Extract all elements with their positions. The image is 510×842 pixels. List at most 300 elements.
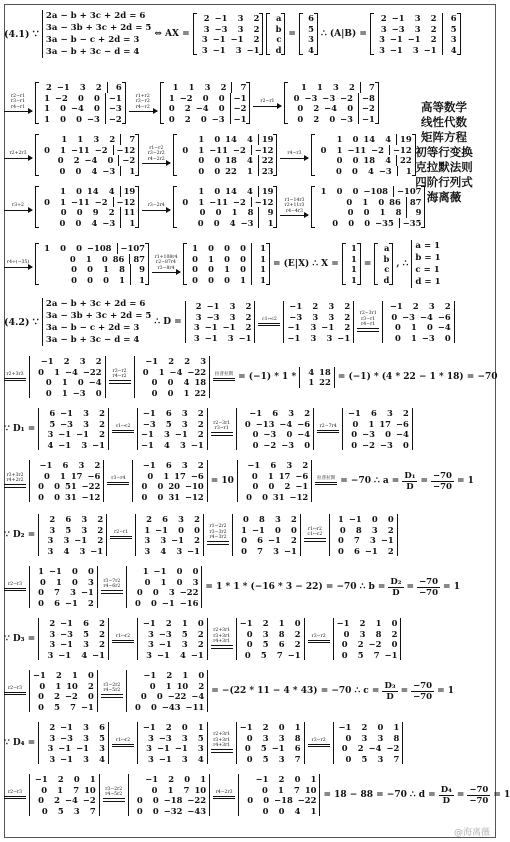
matrix-entry: 4 xyxy=(197,753,204,764)
math-text: = xyxy=(363,259,372,269)
matrix-entry: 2 xyxy=(313,103,320,113)
matrix-entry: 3 xyxy=(275,514,281,524)
matrix-entry: 0 xyxy=(246,491,252,502)
matrix-entry: 0 xyxy=(348,217,355,228)
matrix-entry: −43 xyxy=(187,805,207,816)
matrix-row xyxy=(177,166,273,177)
matrix-entry: 2 xyxy=(412,301,419,311)
row-op-arrow: r1+108r4 r2−87r4 r3−8r4 xyxy=(152,255,180,273)
matrix-step xyxy=(35,82,126,124)
matrix-entry: 0 xyxy=(244,649,251,660)
matrix-row xyxy=(337,743,400,754)
math-text: = xyxy=(400,686,409,696)
matrix-row xyxy=(241,481,308,492)
matrix-row xyxy=(136,492,203,503)
row-op-arrow: r2−r1 r3−r1 r4−r1 xyxy=(4,94,32,112)
matrix-entry: 6 xyxy=(65,514,72,524)
matrix-row xyxy=(177,197,273,208)
matrix-entry: 8 xyxy=(375,628,382,639)
matrix-entry: d xyxy=(275,44,282,55)
matrix-entry: 0 xyxy=(391,311,398,322)
operation-label: r2−3r1 r3−r1 r4−r1 xyxy=(357,311,379,332)
matrix-entry: D₄ xyxy=(440,784,452,795)
matrix-row xyxy=(177,145,273,156)
matrix-entry: 6 xyxy=(294,743,301,753)
matrix-entry: 5 xyxy=(83,628,89,639)
problem-label: (4.1) xyxy=(4,28,30,40)
determinant xyxy=(236,618,305,660)
matrix-entry: 5 xyxy=(260,649,267,660)
matrix-entry: 17 xyxy=(278,470,291,481)
matrix-entry: 0 xyxy=(60,113,66,124)
augmented-matrix xyxy=(370,13,461,55)
matrix-entry: −2 xyxy=(179,92,193,103)
matrix-entry: −1 xyxy=(190,439,204,450)
math-text: ∵ D₄ = xyxy=(4,738,36,748)
matrix-entry: 3 xyxy=(328,301,335,311)
matrix-entry: 3 xyxy=(144,535,151,545)
matrix-entry: 4 xyxy=(385,134,392,144)
matrix-entry: 0 xyxy=(40,576,46,587)
matrix-entry: 0 xyxy=(147,470,154,481)
matrix-entry: 3 xyxy=(201,44,208,55)
matrix-entry: 22 xyxy=(194,387,207,398)
matrix-entry: 8 xyxy=(278,628,285,639)
matrix-entry: 0 xyxy=(76,243,82,253)
operation-label: r2−r3 xyxy=(4,582,26,593)
row-op-arrow: r1−14r3 r2+11r3 r4−4r3 xyxy=(280,198,308,216)
matrix-row xyxy=(39,254,145,265)
matrix-entry: 1 xyxy=(119,274,125,285)
matrix-entry: 3 xyxy=(178,514,184,524)
matrix-entry: 0 xyxy=(103,274,109,285)
matrix-entry: 0 xyxy=(38,587,44,597)
matrix-entry: −3 xyxy=(102,165,116,176)
matrix-row xyxy=(333,514,394,525)
operation-label: 拉普拉斯 xyxy=(213,372,235,383)
matrix-entry: D xyxy=(392,587,400,598)
matrix-entry: −1 xyxy=(337,332,351,343)
matrix-row xyxy=(240,618,301,629)
matrix-row xyxy=(386,322,451,333)
matrix-row xyxy=(288,103,374,114)
matrix-entry: 1 xyxy=(167,784,174,795)
matrix-entry: 3 xyxy=(193,332,200,343)
matrix-entry: 5 xyxy=(197,732,204,743)
matrix-entry: D xyxy=(442,795,450,806)
matrix-row xyxy=(39,155,135,166)
matrix-entry: 2 xyxy=(294,639,301,649)
matrix-entry: 0 xyxy=(69,253,76,264)
matrix-entry: −11 xyxy=(209,196,228,207)
matrix-entry: 2 xyxy=(184,103,191,113)
row-d-expansion xyxy=(4,356,496,398)
matrix-entry: 1 xyxy=(251,243,266,254)
matrix-step xyxy=(35,186,139,228)
matrix-entry: 17 xyxy=(174,470,186,481)
matrix-entry: 0 xyxy=(77,377,84,387)
matrix-entry: 10 xyxy=(66,680,78,691)
matrix-row xyxy=(138,388,207,399)
fraction xyxy=(467,785,490,806)
matrix-entry: 0 xyxy=(192,566,199,576)
matrix-entry: 2 xyxy=(357,743,364,753)
matrix-entry: 2 xyxy=(166,670,173,680)
equation: 2a − b + 3c + 2d = 6 xyxy=(45,11,146,21)
matrix-entry: −70 xyxy=(469,784,489,795)
matrix-entry: 0 xyxy=(59,165,66,176)
fraction xyxy=(439,785,454,806)
matrix-row xyxy=(39,243,145,254)
matrix-entry: 0 xyxy=(278,805,285,816)
matrix-row xyxy=(303,24,314,35)
matrix-entry: 7 xyxy=(257,545,263,556)
matrix-entry: 1 xyxy=(44,113,50,124)
matrix-row xyxy=(303,13,314,24)
determinant xyxy=(135,514,204,556)
matrix-row xyxy=(236,535,297,546)
matrix-entry: 0 xyxy=(351,439,358,450)
matrix-entry: −4 xyxy=(437,322,451,332)
matrix-row xyxy=(132,806,206,817)
matrix-entry: 0 xyxy=(72,576,78,587)
matrix-entry: 5 xyxy=(361,753,368,764)
matrix-entry: −1 xyxy=(423,44,437,55)
matrix-entry: 3 xyxy=(47,535,54,545)
matrix-entry: 0 xyxy=(78,92,84,103)
matrix-row xyxy=(33,388,102,399)
matrix-entry: −2 xyxy=(105,114,122,125)
matrix-entry: 3 xyxy=(81,514,88,524)
matrix-entry: −1 xyxy=(143,670,157,680)
matrix-entry: 0 xyxy=(263,795,270,805)
matrix-entry: 10 xyxy=(194,784,207,795)
matrix-row xyxy=(236,546,297,557)
matrix-entry: 1 xyxy=(198,144,205,155)
matrix-entry: 1 xyxy=(251,254,266,265)
matrix-entry: 1 xyxy=(89,774,96,784)
matrix-entry: −1 xyxy=(34,774,48,784)
matrix-entry: 1 xyxy=(310,805,317,816)
matrix-row xyxy=(39,275,145,286)
matrix-entry: 14 xyxy=(225,186,237,196)
matrix-entry: −3 xyxy=(214,23,228,34)
matrix-row xyxy=(346,408,409,419)
matrix-entry: 3 xyxy=(47,649,54,660)
matrix-row xyxy=(42,618,105,629)
matrix-entry: −1 xyxy=(142,618,156,628)
matrix-entry: 1 xyxy=(224,264,230,274)
matrix-entry: 0 xyxy=(167,387,174,398)
matrix-entry: 0 xyxy=(294,618,301,628)
matrix-row xyxy=(287,322,350,333)
matrix-entry: −2 xyxy=(362,439,375,450)
matrix-entry: −1 xyxy=(336,618,350,628)
matrix-entry: 2 xyxy=(220,82,227,92)
matrix-entry: 0 xyxy=(208,264,214,274)
matrix-entry: 0 xyxy=(181,722,188,732)
matrix-entry: 18 xyxy=(194,377,207,387)
matrix-entry: 2 xyxy=(304,408,311,418)
matrix-entry: −1 xyxy=(239,618,253,628)
matrix-entry: 31 xyxy=(168,491,180,502)
matrix-row xyxy=(177,155,273,166)
determinant xyxy=(329,514,398,556)
matrix-entry: 0 xyxy=(252,429,259,439)
matrix-entry: 2 xyxy=(430,23,437,34)
matrix-entry: 0 xyxy=(224,243,230,253)
matrix-row xyxy=(177,134,273,145)
matrix-entry: 0 xyxy=(75,165,82,176)
matrix-entry: 0 xyxy=(152,587,159,597)
matrix-entry: 3 xyxy=(148,628,154,639)
matrix-entry: 2 xyxy=(54,691,60,701)
matrix-entry: 8 xyxy=(247,207,254,217)
matrix-entry: −1 xyxy=(174,743,188,753)
matrix-row xyxy=(346,275,357,286)
matrix-entry: −1 xyxy=(347,408,361,418)
matrix-entry: 31 xyxy=(65,491,77,502)
matrix-entry: −4 xyxy=(191,691,205,701)
matrix-entry: 2 xyxy=(184,113,191,124)
matrix-entry: 1 xyxy=(77,134,84,144)
determinant-d xyxy=(185,301,256,343)
math-text: ∴ b = xyxy=(359,582,386,592)
matrix-entry: 1 xyxy=(61,377,68,387)
matrix-row xyxy=(374,45,457,56)
matrix-entry: 3 xyxy=(200,356,207,366)
matrix-entry: 4 xyxy=(99,753,105,764)
matrix-entry: 3 xyxy=(83,408,89,418)
matrix-entry: 0 xyxy=(151,387,158,398)
matrix-entry: 5 xyxy=(308,23,314,34)
matrix-entry: −11 xyxy=(347,144,367,155)
matrix-entry: 0 xyxy=(182,196,189,207)
matrix-entry: 2 xyxy=(99,418,105,429)
matrix-entry: 0 xyxy=(378,196,385,207)
matrix-entry: 0 xyxy=(94,92,100,103)
matrix-entry: 0 xyxy=(95,387,102,398)
matrix-entry: −1 xyxy=(187,545,200,556)
matrix-entry: 0 xyxy=(214,134,221,144)
matrix-entry: 0 xyxy=(336,155,343,165)
matrix-entry: −1 xyxy=(230,93,247,104)
matrix-entry: 0 xyxy=(151,701,157,712)
matrix-entry: 0 xyxy=(142,366,149,377)
matrix-entry: −11 xyxy=(71,144,90,155)
problem-label: (4.2) xyxy=(4,316,30,328)
matrix-row xyxy=(42,429,105,440)
matrix-entry: 2 xyxy=(312,301,319,311)
matrix-entry: 0 xyxy=(38,691,44,701)
matrix-entry: 3 xyxy=(442,34,457,45)
matrix-entry: 2 xyxy=(99,628,105,639)
matrix-row xyxy=(164,82,247,93)
matrix-entry: 4 xyxy=(229,217,236,228)
matrix-entry: 0 xyxy=(208,243,214,253)
matrix-entry: −2 xyxy=(94,196,108,207)
matrix-entry: −4 xyxy=(420,311,433,322)
matrix-entry: 0 xyxy=(345,732,352,743)
matrix-entry: 4 xyxy=(246,134,253,144)
matrix-entry: −12 xyxy=(113,197,136,208)
math-text: = xyxy=(406,582,415,592)
matrix-entry: 2 xyxy=(168,356,175,366)
math-text: = 1 xyxy=(443,582,460,592)
row-op-arrow: r4−r3 xyxy=(280,151,308,158)
matrix-entry: 1 xyxy=(181,618,188,628)
matrix-row xyxy=(130,681,204,692)
matrix-entry: 2 xyxy=(49,618,56,628)
matrix-entry: −1 xyxy=(39,460,53,470)
matrix-entry: 0 xyxy=(41,805,48,816)
math-text: = xyxy=(456,790,465,800)
matrix-row xyxy=(130,670,204,681)
matrix-entry: 3 xyxy=(144,545,151,556)
matrix-entry: 0 xyxy=(377,722,384,732)
matrix-entry: 3 xyxy=(164,429,170,439)
matrix-entry: −107 xyxy=(117,243,146,254)
matrix-entry: 1 xyxy=(351,274,357,285)
matrix-entry: 3 xyxy=(412,44,419,55)
row-op-arrow: r3−2r4 xyxy=(142,203,170,210)
matrix-entry: −1 xyxy=(142,408,156,418)
row-reduction-1 xyxy=(4,82,496,124)
matrix-entry: 6 xyxy=(371,408,377,418)
matrix-entry: 5 xyxy=(262,753,269,764)
matrix-entry: 0 xyxy=(38,491,44,502)
matrix-entry: 1 xyxy=(60,196,66,207)
matrix-entry: 0 xyxy=(351,429,358,439)
matrix-entry: 0 xyxy=(261,784,268,795)
matrix-entry: c xyxy=(276,34,282,44)
matrix-entry: 87 xyxy=(406,197,422,208)
matrix-entry: 0 xyxy=(45,387,52,398)
matrix-row xyxy=(240,408,310,419)
matrix-entry: 2 xyxy=(291,514,297,524)
title-line: 高等数学 xyxy=(421,100,467,114)
matrix-entry: 22 xyxy=(258,155,274,166)
matrix-identity xyxy=(183,243,270,285)
matrix-entry: −12 xyxy=(251,145,274,156)
iff-text: ⇔ AX = xyxy=(154,29,190,39)
matrix-row xyxy=(141,408,204,419)
matrix-entry: 3 xyxy=(310,322,317,332)
matrix-entry: 0 xyxy=(168,113,175,124)
matrix-entry: 5 xyxy=(260,743,267,753)
matrix-entry: 3 xyxy=(81,439,88,450)
matrix-entry: 0 xyxy=(87,274,93,285)
matrix-entry: 8 xyxy=(259,514,265,524)
matrix-entry: −4 xyxy=(65,366,78,377)
matrix-entry: 0 xyxy=(240,253,246,264)
matrix-row xyxy=(337,639,398,650)
matrix-entry: 0 xyxy=(339,524,346,535)
matrix-entry: 1 xyxy=(351,243,357,253)
matrix-entry: 4 xyxy=(180,649,186,660)
matrix-entry: 2 xyxy=(197,408,204,418)
matrix-row xyxy=(39,145,135,156)
matrix-entry: −10 xyxy=(185,481,204,491)
matrix-entry: 4 xyxy=(81,649,88,660)
matrix-entry: 3 xyxy=(229,301,236,311)
matrix-row xyxy=(288,93,374,104)
operation-label: c1↔c2 xyxy=(112,424,134,435)
matrix-row xyxy=(42,722,105,733)
fraction xyxy=(402,471,417,492)
matrix-row xyxy=(136,471,203,482)
matrix-entry: 2 xyxy=(109,134,116,144)
matrix-entry: 3 xyxy=(286,460,293,470)
matrix-entry: 0 xyxy=(304,439,311,450)
matrix-entry: 1 xyxy=(200,774,207,784)
matrix-row xyxy=(270,45,281,56)
matrix-entry: 1 xyxy=(278,618,285,628)
matrix-entry: −1 xyxy=(40,356,54,366)
matrix-entry: 2 xyxy=(99,639,105,649)
matrix-entry: 0 xyxy=(198,155,205,165)
matrix-entry: −1 xyxy=(142,460,156,470)
determinant xyxy=(333,722,404,764)
matrix-row xyxy=(333,525,394,536)
matrix-entry: 0 xyxy=(218,92,225,103)
matrix-entry: 0 xyxy=(346,196,353,207)
matrix-entry: 0 xyxy=(363,207,370,217)
matrix-entry: 1 xyxy=(368,418,375,429)
matrix-entry: 7 xyxy=(183,784,190,795)
matrix-entry: 1 xyxy=(142,566,149,576)
matrix-entry: 3 xyxy=(93,134,100,144)
matrix-entry: 2 xyxy=(197,639,204,649)
matrix-entry: 18 xyxy=(319,366,331,377)
matrix-entry: 7 xyxy=(120,134,135,145)
matrix-entry: 0 xyxy=(338,535,344,545)
matrix-entry: 7 xyxy=(373,649,380,660)
determinant-2x2 xyxy=(299,367,335,388)
matrix-entry: 8 xyxy=(355,524,362,535)
matrix-row xyxy=(240,722,301,733)
matrix-entry: −1 xyxy=(212,44,226,55)
matrix-entry: 0 xyxy=(45,377,52,387)
matrix-entry: 2 xyxy=(94,460,101,470)
matrix-entry: −1 xyxy=(60,639,73,649)
matrix-entry: 4 xyxy=(246,186,253,196)
matrix-entry: 10 xyxy=(304,784,317,795)
row-op-arrow: r4÷(−35) xyxy=(4,260,32,267)
matrix-entry: 0 xyxy=(76,186,82,196)
operation-label: r2−r3 xyxy=(4,686,26,697)
determinant xyxy=(132,460,207,502)
matrix-entry: 7 xyxy=(360,82,375,93)
row-d2-continued xyxy=(4,566,496,608)
matrix-entry: 1 xyxy=(208,253,214,264)
matrix-entry: 4 xyxy=(246,155,253,165)
matrix-entry: −43 xyxy=(161,701,181,712)
matrix-entry: 2 xyxy=(95,82,102,92)
matrix-entry: 8 xyxy=(119,264,125,274)
matrix-entry: −70 xyxy=(419,587,439,598)
matrix-row xyxy=(39,93,122,104)
fraction xyxy=(411,681,434,702)
matrix-entry: 0 xyxy=(246,753,253,764)
matrix-step xyxy=(284,82,378,124)
matrix-entry: 0 xyxy=(178,524,184,535)
title-line: 线性代数 xyxy=(421,115,467,129)
matrix-entry: 1 xyxy=(258,218,273,229)
matrix-entry: 3 xyxy=(148,732,154,743)
matrix-entry: −1 xyxy=(157,649,170,660)
matrix-entry: 0 xyxy=(59,217,66,228)
